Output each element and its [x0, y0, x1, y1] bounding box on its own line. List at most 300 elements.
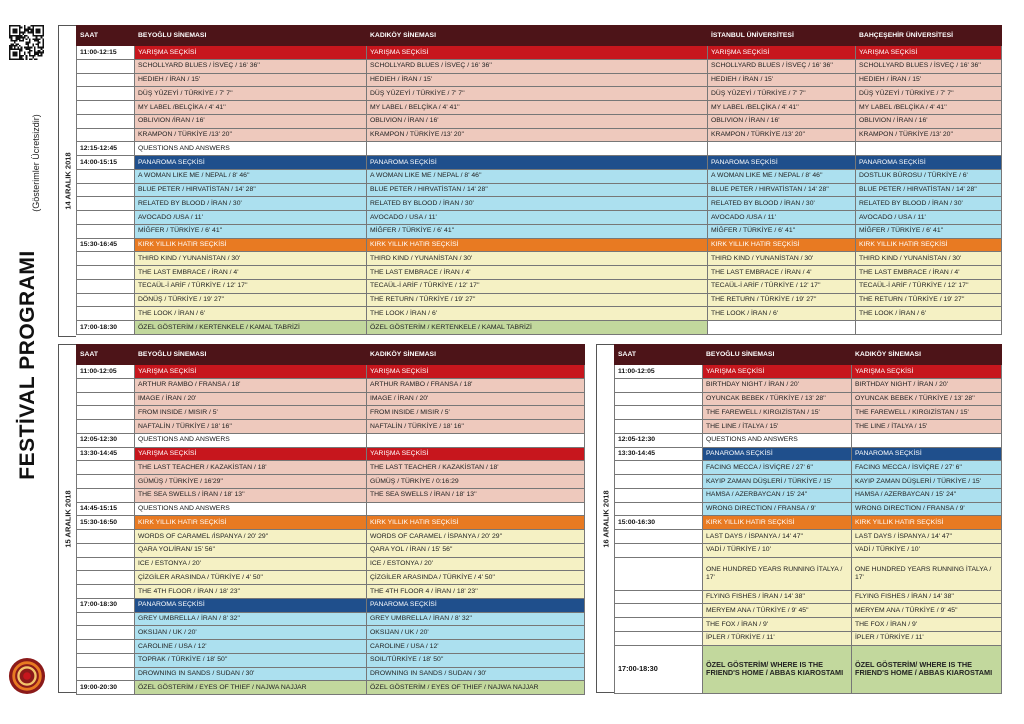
film-entry: DÜŞ YÜZEYİ / TÜRKİYE / 7' 7''	[367, 87, 708, 101]
empty-cell	[367, 142, 708, 156]
schedule-row	[615, 604, 1002, 618]
venue-header: BEYOĞLU SİNEMASI	[703, 345, 852, 365]
film-entry: SCHOLLYARD BLUES / İSVEÇ / 16' 36''	[708, 59, 856, 73]
film-entry: VADİ / TÜRKİYE / 10'	[703, 543, 852, 557]
film-entry: GREY UMBRELLA / İRAN / 8' 32''	[135, 612, 367, 626]
film-entry: AVOCADO /USA / 11'	[135, 211, 367, 225]
film-entry: MY LABEL /BELÇİKA / 4' 41''	[135, 101, 367, 115]
schedule-row	[77, 224, 1002, 238]
film-entry: THE LINE / İTALYA / 15'	[852, 420, 1002, 434]
time-slot	[77, 266, 135, 280]
day-16-label-column	[596, 344, 614, 693]
film-entry: THIRD KIND / YUNANİSTAN / 30'	[856, 252, 1002, 266]
schedule-row	[615, 516, 1002, 530]
schedule-row	[77, 142, 1002, 156]
section-label: KIRK YILLIK HATIR SEÇKİSİ	[708, 238, 856, 252]
time-slot: 14:45-15:15	[77, 502, 135, 516]
section-label: YARIŞMA SEÇKİSİ	[367, 447, 585, 461]
schedule-row	[615, 488, 1002, 502]
day-15-label: 15 ARALIK 2018	[63, 489, 72, 548]
section-label: PANAROMA SEÇKİSİ	[856, 156, 1002, 170]
schedule-row	[77, 433, 585, 447]
film-entry: IMAGE / İRAN / 20'	[135, 392, 367, 406]
film-entry: WORDS OF CARAMEL / İSPANYA / 20' 29''	[367, 530, 585, 544]
schedule-row	[77, 197, 1002, 211]
time-slot	[77, 183, 135, 197]
film-entry: MERYEM ANA / TÜRKİYE / 9' 45''	[703, 604, 852, 618]
film-entry: GÜMÜŞ / TÜRKİYE / 0:16:29	[367, 475, 585, 489]
schedule-row	[77, 128, 1002, 142]
time-slot	[77, 307, 135, 321]
film-entry: OBLIVION /İRAN / 16'	[135, 114, 367, 128]
film-entry: THIRD KIND / YUNANİSTAN / 30'	[135, 252, 367, 266]
film-entry: MİĞFER / TÜRKİYE / 6' 41''	[708, 224, 856, 238]
schedule-row	[77, 640, 585, 654]
schedule-row	[77, 321, 1002, 335]
film-entry: BLUE PETER / HIRVATİSTAN / 14' 28''	[367, 183, 708, 197]
film-entry: WRONG DIRECTION / FRANSA / 9'	[852, 502, 1002, 516]
time-column-header: SAAT	[77, 26, 135, 46]
film-entry: MİĞFER / TÜRKİYE / 6' 41''	[135, 224, 367, 238]
time-slot	[77, 585, 135, 599]
schedule-row	[77, 392, 585, 406]
schedule-row	[615, 461, 1002, 475]
time-slot	[615, 557, 703, 590]
time-slot	[615, 378, 703, 392]
film-entry: FLYING FISHES / İRAN / 14' 38''	[852, 590, 1002, 604]
film-entry: ICE / ESTONYA / 20'	[367, 557, 585, 571]
time-slot	[615, 631, 703, 645]
time-slot	[615, 502, 703, 516]
film-entry: THIRD KIND / YUNANİSTAN / 30'	[708, 252, 856, 266]
time-slot: 15:30-16:45	[77, 238, 135, 252]
schedule-row	[77, 378, 585, 392]
empty-cell	[708, 321, 856, 335]
film-entry: HEDIEH / İRAN / 15'	[135, 73, 367, 87]
film-entry: THE FOX / İRAN / 9'	[852, 618, 1002, 632]
section-label: KIRK YILLIK HATIR SEÇKİSİ	[135, 516, 367, 530]
film-entry: BLUE PETER / HIRVATİSTAN / 14' 28''	[856, 183, 1002, 197]
time-slot: 17:00-18:30	[77, 598, 135, 612]
section-label: PANAROMA SEÇKİSİ	[135, 598, 367, 612]
film-entry: ONE HUNDRED YEARS RUNNING İTALYA / 17'	[703, 557, 852, 590]
time-slot	[615, 543, 703, 557]
empty-cell	[367, 433, 585, 447]
time-slot	[77, 626, 135, 640]
film-entry: FACING MECCA / İSVİÇRE / 27' 6''	[852, 461, 1002, 475]
schedule-row	[77, 365, 585, 379]
film-entry: THE RETURN / TÜRKİYE / 19' 27''	[708, 293, 856, 307]
venue-header: BEYOĞLU SİNEMASI	[135, 26, 367, 46]
film-entry: SCHOLLYARD BLUES / İSVEÇ / 16' 36''	[856, 59, 1002, 73]
time-slot	[77, 488, 135, 502]
film-entry: KAYIP ZAMAN DÜŞLERİ / TÜRKİYE / 15'	[852, 475, 1002, 489]
time-slot	[77, 406, 135, 420]
day-14-table	[76, 25, 1002, 335]
time-slot: 11:00-12:15	[77, 46, 135, 60]
schedule-row	[77, 211, 1002, 225]
schedule-row	[615, 392, 1002, 406]
schedule-row	[77, 475, 585, 489]
header-row	[77, 345, 585, 365]
schedule-row	[77, 612, 585, 626]
film-entry: OBLIVION / İRAN / 16'	[856, 114, 1002, 128]
time-slot	[77, 530, 135, 544]
schedule-row	[77, 46, 1002, 60]
film-entry: FLYING FISHES / İRAN / 14' 38''	[703, 590, 852, 604]
film-entry: SOIL/TÜRKİYE / 18' 50''	[367, 653, 585, 667]
schedule-row	[615, 530, 1002, 544]
time-slot	[77, 224, 135, 238]
film-entry: HEDIEH / İRAN / 15'	[856, 73, 1002, 87]
film-entry: BIRTHDAY NIGHT / İRAN / 20'	[703, 378, 852, 392]
schedule-row	[77, 101, 1002, 115]
page-subtitle: (Gösterimler Ücretsizdir)	[31, 114, 41, 212]
schedule-row	[77, 571, 585, 585]
time-slot: 19:00-20:30	[77, 681, 135, 695]
time-slot	[77, 252, 135, 266]
film-entry: KRAMPON / TÜRKİYE /13' 20''	[856, 128, 1002, 142]
time-slot: 14:00-15:15	[77, 156, 135, 170]
film-entry: FROM INSIDE / MISIR / 5'	[135, 406, 367, 420]
special-screening: ÖZEL GÖSTERİM/ WHERE IS THE FRIEND'S HOME / ABBAS KIAROSTAMI	[852, 645, 1002, 693]
day-14-schedule	[58, 25, 1001, 337]
film-entry: ÇİZGİLER ARASINDA / TÜRKİYE / 4' 50''	[135, 571, 367, 585]
time-slot: 17:00-18:30	[615, 645, 703, 693]
film-entry: THE LAST TEACHER / KAZAKİSTAN / 18'	[135, 461, 367, 475]
film-entry: OKSIJAN / UK / 20'	[135, 626, 367, 640]
film-entry: TOPRAK / TÜRKİYE / 18' 50''	[135, 653, 367, 667]
time-slot	[77, 73, 135, 87]
time-slot: 17:00-18:30	[77, 321, 135, 335]
schedule-row	[77, 420, 585, 434]
film-entry: DÖNÜŞ / TÜRKİYE / 19' 27''	[135, 293, 367, 307]
film-entry: AVOCADO /USA / 11'	[708, 211, 856, 225]
film-entry: HEDIEH / İRAN / 15'	[367, 73, 708, 87]
day-16-table	[614, 344, 1002, 694]
film-entry: HAMSA / AZERBAYCAN / 15' 24''	[852, 488, 1002, 502]
section-label: YARIŞMA SEÇKİSİ	[856, 46, 1002, 60]
film-entry: KRAMPON / TÜRKİYE /13' 20''	[135, 128, 367, 142]
film-entry: SCHOLLYARD BLUES / İSVEÇ / 16' 36''	[135, 59, 367, 73]
day-15-label-column	[58, 344, 76, 693]
venue-header: KADIKÖY SİNEMASI	[367, 345, 585, 365]
qa-label: QUESTIONS AND ANSWERS	[135, 433, 367, 447]
empty-cell	[856, 142, 1002, 156]
film-entry: A WOMAN LIKE ME / NEPAL / 8' 46''	[135, 169, 367, 183]
film-entry: GREY UMBRELLA / İRAN / 8' 32''	[367, 612, 585, 626]
section-label: YARIŞMA SEÇKİSİ	[135, 365, 367, 379]
film-entry: THE 4TH FLOOR 4 / İRAN / 18' 23''	[367, 585, 585, 599]
time-slot	[615, 604, 703, 618]
film-entry: TECAÜL-İ ARİF / TÜRKİYE / 12' 17''	[367, 279, 708, 293]
film-entry: DÜŞ YÜZEYİ / TÜRKİYE / 7' 7''	[135, 87, 367, 101]
film-entry: THE LOOK / İRAN / 6'	[708, 307, 856, 321]
film-entry: THE RETURN / TÜRKİYE / 19' 27''	[856, 293, 1002, 307]
time-slot: 11:00-12:05	[77, 365, 135, 379]
section-label: YARIŞMA SEÇKİSİ	[708, 46, 856, 60]
schedule-row	[77, 530, 585, 544]
film-entry: DROWNING IN SANDS / SUDAN / 30'	[367, 667, 585, 681]
section-label: KIRK YILLIK HATIR SEÇKİSİ	[367, 516, 585, 530]
film-entry: OBLIVION / İRAN / 16'	[367, 114, 708, 128]
schedule-row	[615, 365, 1002, 379]
section-label: KIRK YILLIK HATIR SEÇKİSİ	[367, 238, 708, 252]
film-entry: BLUE PETER / HIRVATİSTAN / 14' 28''	[708, 183, 856, 197]
film-entry: CAROLINE / USA / 12'	[367, 640, 585, 654]
time-slot	[615, 392, 703, 406]
schedule-row	[77, 73, 1002, 87]
time-slot	[77, 557, 135, 571]
film-entry: NAFTALİN / TÜRKİYE / 18' 16''	[367, 420, 585, 434]
empty-cell	[852, 433, 1002, 447]
venue-header: KADIKÖY SİNEMASI	[367, 26, 708, 46]
section-label: PANAROMA SEÇKİSİ	[367, 156, 708, 170]
schedule-row	[77, 169, 1002, 183]
schedule-row	[77, 626, 585, 640]
film-entry: FACING MECCA / İSVİÇRE / 27' 6''	[703, 461, 852, 475]
schedule-row	[77, 653, 585, 667]
film-entry: QARA YOL / İRAN / 15' 56''	[367, 543, 585, 557]
schedule-row	[77, 502, 585, 516]
schedule-row	[615, 406, 1002, 420]
day-14-label-column	[58, 25, 76, 337]
schedule-row	[77, 406, 585, 420]
schedule-row	[615, 645, 1002, 693]
film-entry: THE LAST TEACHER / KAZAKİSTAN / 18'	[367, 461, 585, 475]
time-slot	[77, 114, 135, 128]
film-entry: RELATED BY BLOOD / İRAN / 30'	[856, 197, 1002, 211]
film-entry: QARA YOL/İRAN/ 15' 56''	[135, 543, 367, 557]
film-entry: RELATED BY BLOOD / İRAN / 30'	[708, 197, 856, 211]
film-entry: GÜMÜŞ / TÜRKİYE / 16'29''	[135, 475, 367, 489]
film-entry: THE LOOK / İRAN / 6'	[367, 307, 708, 321]
film-entry: İPLER / TÜRKİYE / 11'	[852, 631, 1002, 645]
film-entry: OYUNCAK BEBEK / TÜRKİYE / 13' 28''	[703, 392, 852, 406]
time-slot: 13:30-14:45	[615, 447, 703, 461]
day-16-label: 16 ARALIK 2018	[601, 489, 610, 548]
time-slot	[615, 420, 703, 434]
time-slot: 15:30-16:50	[77, 516, 135, 530]
section-label: PANAROMA SEÇKİSİ	[703, 447, 852, 461]
time-slot	[615, 406, 703, 420]
time-slot	[77, 378, 135, 392]
section-label: KIRK YILLIK HATIR SEÇKİSİ	[135, 238, 367, 252]
film-entry: MİĞFER / TÜRKİYE / 6' 41''	[856, 224, 1002, 238]
film-entry: LAST DAYS / İSPANYA / 14' 47''	[852, 530, 1002, 544]
schedule-row	[77, 557, 585, 571]
qr-code-icon	[9, 25, 44, 60]
film-entry: VADİ / TÜRKİYE / 10'	[852, 543, 1002, 557]
film-entry: NAFTALİN / TÜRKİYE / 18' 16''	[135, 420, 367, 434]
time-column-header: SAAT	[77, 345, 135, 365]
schedule-row	[77, 667, 585, 681]
time-slot	[77, 87, 135, 101]
time-slot	[77, 169, 135, 183]
film-entry: MY LABEL /BELÇİKA / 4' 41''	[856, 101, 1002, 115]
schedule-row	[77, 293, 1002, 307]
day-15-table	[76, 344, 585, 695]
schedule-row	[615, 502, 1002, 516]
empty-cell	[856, 321, 1002, 335]
time-slot	[77, 420, 135, 434]
time-slot	[615, 461, 703, 475]
schedule-row	[77, 488, 585, 502]
film-entry: TECAÜL-İ ARİF / TÜRKİYE / 12' 17''	[856, 279, 1002, 293]
schedule-row	[615, 543, 1002, 557]
time-slot	[77, 101, 135, 115]
time-slot	[77, 475, 135, 489]
special-screening: ÖZEL GÖSTERİM / EYES OF THIEF / NAJWA NAJJAR	[367, 681, 585, 695]
time-slot	[77, 571, 135, 585]
schedule-row	[77, 59, 1002, 73]
film-entry: THE FOX / İRAN / 9'	[703, 618, 852, 632]
time-slot	[77, 392, 135, 406]
time-slot	[615, 530, 703, 544]
schedule-row	[77, 598, 585, 612]
section-label: KIRK YILLIK HATIR SEÇKİSİ	[852, 516, 1002, 530]
film-entry: THE FAREWELL / KIRGIZİSTAN / 15'	[852, 406, 1002, 420]
film-entry: AVOCADO / USA / 11'	[367, 211, 708, 225]
time-slot	[615, 618, 703, 632]
time-slot	[77, 128, 135, 142]
time-slot	[77, 653, 135, 667]
section-label: PANAROMA SEÇKİSİ	[708, 156, 856, 170]
time-slot: 12:05-12:30	[77, 433, 135, 447]
schedule-row	[615, 433, 1002, 447]
film-entry: IMAGE / İRAN / 20'	[367, 392, 585, 406]
page-title: FESTİVAL PROGRAMI	[16, 250, 39, 480]
film-entry: THE LAST EMBRACE / İRAN / 4'	[135, 266, 367, 280]
time-slot	[77, 543, 135, 557]
header-row	[615, 345, 1002, 365]
time-slot: 12:05-12:30	[615, 433, 703, 447]
film-entry: FROM INSIDE / MISIR / 5'	[367, 406, 585, 420]
section-label: KIRK YILLIK HATIR SEÇKİSİ	[703, 516, 852, 530]
film-entry: KRAMPON / TÜRKİYE /13' 20''	[708, 128, 856, 142]
venue-header: BAHÇEŞEHİR ÜNİVERSİTESİ	[856, 26, 1002, 46]
schedule-row	[615, 618, 1002, 632]
schedule-row	[77, 183, 1002, 197]
schedule-row	[615, 447, 1002, 461]
schedule-row	[77, 266, 1002, 280]
film-entry: RELATED BY BLOOD / İRAN / 30'	[367, 197, 708, 211]
section-label: YARIŞMA SEÇKİSİ	[852, 365, 1002, 379]
film-entry: MİĞFER / TÜRKİYE / 6' 41''	[367, 224, 708, 238]
time-slot	[77, 279, 135, 293]
time-slot	[77, 612, 135, 626]
film-entry: DOSTLUK BÜROSU / TÜRKİYE / 6'	[856, 169, 1002, 183]
day-14-label: 14 ARALIK 2018	[63, 152, 72, 210]
schedule-row	[77, 87, 1002, 101]
film-entry: A WOMAN LIKE ME / NEPAL / 8' 46''	[367, 169, 708, 183]
film-entry: ONE HUNDRED YEARS RUNNING İTALYA / 17'	[852, 557, 1002, 590]
special-screening: ÖZEL GÖSTERİM / EYES OF THIEF / NAJWA NAJJAR	[135, 681, 367, 695]
film-entry: MERYEM ANA / TÜRKİYE / 9' 45''	[852, 604, 1002, 618]
time-slot: 11:00-12:05	[615, 365, 703, 379]
film-entry: ICE / ESTONYA / 20'	[135, 557, 367, 571]
schedule-row	[77, 252, 1002, 266]
schedule-row	[615, 631, 1002, 645]
qa-label: QUESTIONS AND ANSWERS	[135, 142, 367, 156]
schedule-row	[77, 307, 1002, 321]
film-entry: ARTHUR RAMBO / FRANSA / 18'	[135, 378, 367, 392]
time-slot	[615, 488, 703, 502]
film-entry: THE LAST EMBRACE / İRAN / 4'	[367, 266, 708, 280]
film-entry: THE LINE / İTALYA / 15'	[703, 420, 852, 434]
film-entry: ÇİZGİLER ARASINDA / TÜRKİYE / 4' 50''	[367, 571, 585, 585]
film-entry: MY LABEL /BELÇİKA / 4' 41''	[708, 101, 856, 115]
time-slot	[77, 211, 135, 225]
film-entry: THE LOOK / İRAN / 6'	[856, 307, 1002, 321]
time-slot	[77, 667, 135, 681]
film-entry: DÜŞ YÜZEYİ / TÜRKİYE / 7' 7''	[856, 87, 1002, 101]
header-row	[77, 26, 1002, 46]
film-entry: A WOMAN LIKE ME / NEPAL / 8' 46''	[708, 169, 856, 183]
schedule-row	[615, 557, 1002, 590]
film-entry: MY LABEL / BELÇİKA / 4' 41''	[367, 101, 708, 115]
special-screening: ÖZEL GÖSTERİM/ WHERE IS THE FRIEND'S HOME / ABBAS KIAROSTAMI	[703, 645, 852, 693]
film-entry: TECAÜL-İ ARİF / TÜRKİYE / 12' 17''	[708, 279, 856, 293]
festival-logo-icon	[8, 657, 46, 695]
schedule-row	[615, 420, 1002, 434]
day-15-schedule	[58, 344, 584, 693]
film-entry: TECAÜL-İ ARİF / TÜRKİYE / 12' 17''	[135, 279, 367, 293]
film-entry: OKSIJAN / UK / 20'	[367, 626, 585, 640]
film-entry: HAMSA / AZERBAYCAN / 15' 24''	[703, 488, 852, 502]
film-entry: THE FAREWELL / KIRGIZİSTAN / 15'	[703, 406, 852, 420]
section-label: YARIŞMA SEÇKİSİ	[367, 46, 708, 60]
section-label: YARIŞMA SEÇKİSİ	[135, 447, 367, 461]
film-entry: CAROLINE / USA / 12'	[135, 640, 367, 654]
day-16-schedule	[596, 344, 1001, 693]
film-entry: THE SEA SWELLS / İRAN / 18' 13''	[135, 488, 367, 502]
film-entry: THE LOOK / İRAN / 6'	[135, 307, 367, 321]
time-slot: 13:30-14:45	[77, 447, 135, 461]
venue-header: İSTANBUL ÜNİVERSİTESİ	[708, 26, 856, 46]
film-entry: BIRTHDAY NIGHT / İRAN / 20'	[852, 378, 1002, 392]
empty-cell	[708, 142, 856, 156]
film-entry: WORDS OF CARAMEL /İSPANYA / 20' 29''	[135, 530, 367, 544]
film-entry: THE LAST EMBRACE / İRAN / 4'	[708, 266, 856, 280]
film-entry: İPLER / TÜRKİYE / 11'	[703, 631, 852, 645]
schedule-row	[77, 543, 585, 557]
film-entry: SCHOLLYARD BLUES / İSVEÇ / 16' 36''	[367, 59, 708, 73]
time-slot	[77, 461, 135, 475]
schedule-row	[77, 585, 585, 599]
section-label: YARIŞMA SEÇKİSİ	[367, 365, 585, 379]
time-slot	[77, 293, 135, 307]
venue-header: BEYOĞLU SİNEMASI	[135, 345, 367, 365]
schedule-row	[77, 516, 585, 530]
section-label: PANAROMA SEÇKİSİ	[135, 156, 367, 170]
section-label: PANAROMA SEÇKİSİ	[367, 598, 585, 612]
schedule-row	[615, 378, 1002, 392]
film-entry: HEDIEH / İRAN / 15'	[708, 73, 856, 87]
film-entry: RELATED BY BLOOD / İRAN / 30'	[135, 197, 367, 211]
time-slot: 15:00-16:30	[615, 516, 703, 530]
film-entry: KAYIP ZAMAN DÜŞLERİ / TÜRKİYE / 15'	[703, 475, 852, 489]
schedule-row	[77, 156, 1002, 170]
section-label: YARIŞMA SEÇKİSİ	[135, 46, 367, 60]
film-entry: DÜŞ YÜZEYİ / TÜRKİYE / 7' 7''	[708, 87, 856, 101]
film-entry: AVOCADO / USA / 11'	[856, 211, 1002, 225]
film-entry: WRONG DIRECTION / FRANSA / 9'	[703, 502, 852, 516]
film-entry: THE SEA SWELLS / İRAN / 18' 13''	[367, 488, 585, 502]
time-slot	[615, 475, 703, 489]
film-entry: OBLIVION / İRAN / 16'	[708, 114, 856, 128]
section-label: PANAROMA SEÇKİSİ	[852, 447, 1002, 461]
